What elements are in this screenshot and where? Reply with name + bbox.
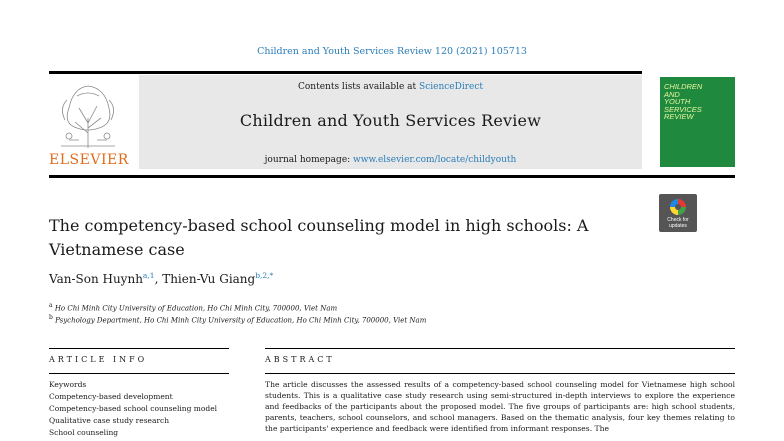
header-top-rule (49, 71, 642, 74)
affiliation (49, 314, 426, 324)
publisher-logo-text: ELSEVIER (49, 152, 129, 168)
article-info-heading: ARTICLE INFO (49, 355, 148, 364)
affiliation-marker: b (49, 314, 53, 321)
abstract-rule (265, 348, 735, 349)
article-info-rule (49, 348, 229, 349)
author-affiliation-marker[interactable]: a,1 (142, 271, 155, 280)
author-list: Van-Son Huynh$^{a,1}$, Thien-Vu Giang$^{b,2,*}$ (49, 271, 274, 286)
cover-line: SERVICES (664, 104, 702, 114)
affiliation-text: Ho Chi Minh City University of Education, Ho Chi Minh City, 700000, Viet Nam (54, 304, 338, 313)
check-updates-line: Check for (667, 217, 689, 223)
affiliation-marker: a (49, 302, 53, 309)
check-updates-line: updates (669, 222, 687, 229)
cover-line: YOUTH (664, 97, 691, 106)
crossmark-icon (670, 199, 686, 215)
affiliation-text: Psychology Department, Ho Chi Minh City University of Education, Ho Chi Minh City, 700000, Viet Nam (55, 316, 427, 325)
journal-cover-image[interactable] (660, 77, 735, 167)
affiliation (49, 302, 337, 312)
keywords-label: Keywords (49, 380, 87, 389)
check-for-updates-button[interactable] (659, 194, 697, 232)
homepage-line (139, 155, 642, 165)
author-name[interactable]: Van-Son Huynh (49, 272, 143, 286)
cover-line: AND (664, 89, 680, 99)
journal-title: Children and Youth Services Review (239, 111, 542, 130)
header-bottom-rule (49, 175, 735, 178)
author-name[interactable]: Thien-Vu Giang (162, 272, 256, 286)
keyword-item: Competency-based development (49, 392, 173, 401)
journal-citation[interactable]: Children and Youth Services Review 120 (2021) 105713 (257, 46, 527, 57)
abstract-text: The article discusses the assessed results of a competency-based school counseling model for Vietnamese high school students. This is a qualitative case study research using semi-structured in-depth interviews to explore the experience and feedbacks of the participants about the proposed model. The five groups of participants are: high school students, parents, teachers, school counselors, and school managers. Based on the thematic analysis, four key themes relating to the participants' experience and feedback were identified from informant responses. The (265, 380, 735, 433)
contents-prefix: Contents lists available at (298, 82, 420, 92)
sciencedirect-link[interactable]: ScienceDirect (419, 82, 483, 92)
cover-line: REVIEW (664, 112, 694, 121)
keyword-item: Qualitative case study research (49, 416, 170, 425)
homepage-link[interactable]: www.elsevier.com/locate/childyouth (353, 155, 517, 165)
author-affiliation-marker[interactable]: b,2,* (255, 271, 274, 280)
abstract-top-rule (265, 373, 735, 374)
check-updates-label (659, 218, 697, 229)
keyword-item: Competency-based school counseling model (49, 404, 218, 413)
article-title: The competency-based school counseling model in high schools: A Vietnamese case (49, 216, 589, 259)
cover-title (664, 83, 724, 121)
keyword-item: School counseling (49, 428, 119, 437)
contents-line (139, 82, 642, 92)
cover-line: CHILDREN (664, 82, 703, 91)
homepage-prefix: journal homepage: (264, 155, 354, 165)
keywords-rule (49, 373, 229, 374)
abstract-heading: ABSTRACT (265, 355, 335, 364)
